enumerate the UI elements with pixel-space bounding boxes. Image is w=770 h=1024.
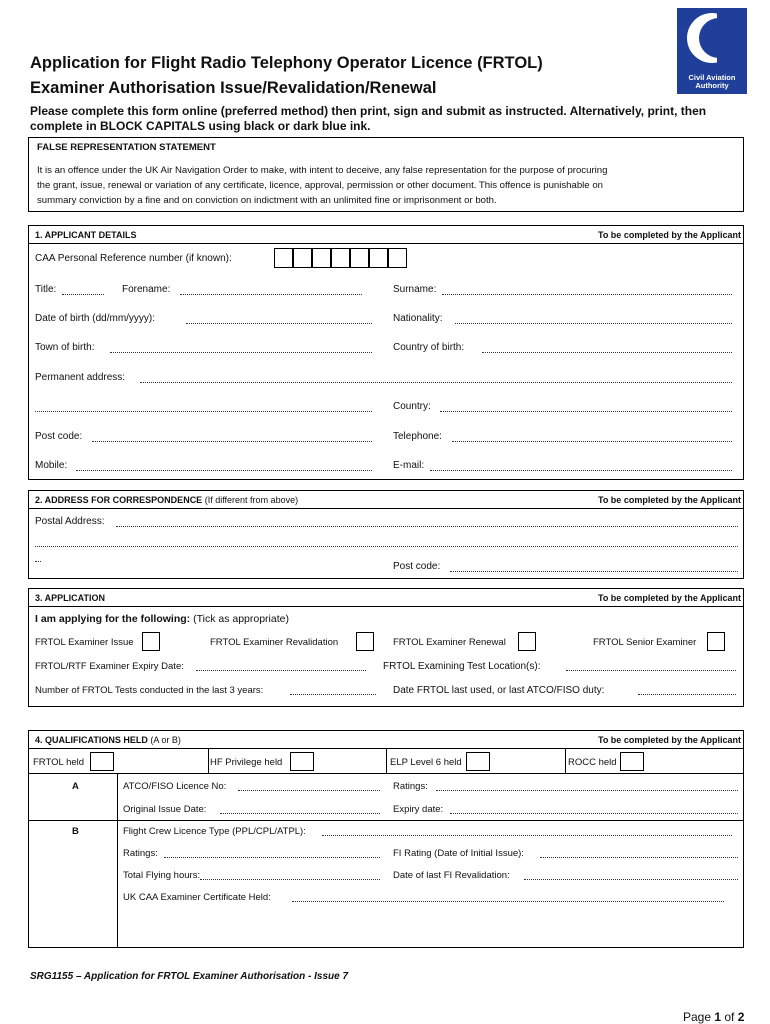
caa-ref-digit-2[interactable] [293,248,312,268]
email-label: E-mail: [393,460,425,471]
mobile-label: Mobile: [35,460,68,471]
fcl-ratings-field[interactable] [164,857,380,858]
flying-hours-label: Total Flying hours: [123,870,201,881]
atco-ratings-label: Ratings: [393,781,428,792]
section-2-header [29,491,743,509]
examiner-cert-field[interactable] [292,901,724,902]
option-b-label: B [72,826,79,837]
country-label: Country: [393,401,431,412]
fcl-ratings-label: Ratings: [123,848,158,859]
section-1-header [29,226,743,244]
nationality-label: Nationality: [393,313,443,324]
surname-field[interactable] [442,294,732,295]
email-field[interactable] [430,470,732,471]
orig-issue-label: Original Issue Date: [123,804,207,815]
forename-label: Forename: [122,284,171,295]
qual-col-divider-1 [117,773,118,948]
qual-col-divider-2 [208,748,209,773]
section-4-title: 4. QUALIFICATIONS HELD [35,735,148,745]
false-rep-heading: FALSE REPRESENTATION STATEMENT [37,142,216,153]
rocc-held-checkbox[interactable] [620,752,644,771]
option-issue-label: FRTOL Examiner Issue [35,637,134,648]
section-4-note: (A or B) [147,735,181,745]
page-number [683,1010,744,1024]
mobile-field[interactable] [76,470,372,471]
section-1-title: 1. APPLICANT DETAILS [35,230,137,240]
rocc-held-label: ROCC held [568,757,617,768]
elp-held-checkbox[interactable] [466,752,490,771]
false-rep-line3: summary conviction by a fine and on conviction on indictment with an unlimited fine or imprisonment or both. [37,195,497,206]
option-renewal-label: FRTOL Examiner Renewal [393,637,506,648]
date-last-used-label: Date FRTOL last used, or last ATCO/FISO duty: [393,685,605,696]
telephone-field[interactable] [452,441,732,442]
examiner-cert-label: UK CAA Examiner Certificate Held: [123,892,271,903]
caa-ref-digit-5[interactable] [350,248,369,268]
caa-ref-digit-3[interactable] [312,248,331,268]
option-senior-checkbox[interactable] [707,632,725,651]
qual-col-divider-3 [386,748,387,773]
atco-expiry-field[interactable] [450,813,738,814]
num-tests-field[interactable] [290,694,376,695]
date-last-used-field[interactable] [638,694,736,695]
postal-address-line1[interactable] [116,526,738,527]
section-3-header [29,589,743,607]
form-subtitle: Examiner Authorisation Issue/Revalidation/Renewal [30,79,437,97]
instructions: Please complete this form online (preferred method) then print, sign and submit as instructed. Alternatively, print, then complete in BLOCK CAPITALS using black or dark blue ink. [30,104,707,133]
caa-ref-digit-1[interactable] [274,248,293,268]
page-total: 2 [737,1010,745,1024]
logo-text-line1: Civil Aviation [688,73,736,82]
country-of-birth-label: Country of birth: [393,342,465,353]
option-renewal-checkbox[interactable] [518,632,536,651]
section-3-title: 3. APPLICATION [35,593,106,603]
expiry-date-label: FRTOL/RTF Examiner Expiry Date: [35,661,184,672]
atco-licence-label: ATCO/FISO Licence No: [123,781,227,792]
caa-logo [677,8,747,94]
title-label: Title: [35,284,57,295]
address-field-line1[interactable] [140,382,732,383]
expiry-date-field[interactable] [196,670,366,671]
applying-note: (Tick as appropriate) [190,613,289,625]
flying-hours-field[interactable] [200,879,380,880]
applying-label: I am applying for the following: [35,613,191,625]
caa-ref-digit-7[interactable] [388,248,407,268]
section-3-tag: To be completed by the Applicant [597,593,741,603]
section-2-title: 2. ADDRESS FOR CORRESPONDENCE [35,495,203,505]
fi-rating-field[interactable] [540,857,738,858]
telephone-label: Telephone: [393,431,442,442]
page-current: 1 [714,1010,722,1024]
option-senior-label: FRTOL Senior Examiner [593,637,697,648]
town-label: Town of birth: [35,342,95,353]
hf-held-checkbox[interactable] [290,752,314,771]
fcl-type-field[interactable] [322,835,732,836]
frtol-held-checkbox[interactable] [90,752,114,771]
postal-address-line2[interactable] [35,546,738,547]
test-location-field[interactable] [566,670,736,671]
page-word: Page [683,1010,715,1024]
elp-held-label: ELP Level 6 held [390,757,462,768]
option-a-label: A [72,781,79,792]
form-title: Application for Flight Radio Telephony Operator Licence (FRTOL) [30,54,543,72]
caa-ref-digit-4[interactable] [331,248,350,268]
address-field-line2[interactable] [35,411,372,412]
page-of: of [721,1010,738,1024]
postcode-field[interactable] [92,441,372,442]
corr-postcode-label: Post code: [393,561,441,572]
logo-text-line2: Authority [695,81,729,90]
last-fi-reval-field[interactable] [524,879,738,880]
fcl-type-label: Flight Crew Licence Type (PPL/CPL/ATPL): [123,826,306,837]
section-2-note: (If different from above) [202,495,299,505]
frtol-held-label: FRTOL held [33,757,85,768]
postcode-label: Post code: [35,431,83,442]
fi-rating-label: FI Rating (Date of Initial Issue): [393,848,524,859]
option-revalidation-checkbox[interactable] [356,632,374,651]
section-2-tag: To be completed by the Applicant [597,495,741,505]
caa-ref-digit-6[interactable] [369,248,388,268]
qual-row-divider-1 [28,773,744,774]
town-field[interactable] [110,352,372,353]
option-revalidation-label: FRTOL Examiner Revalidation [210,637,339,648]
dob-field[interactable] [186,323,372,324]
section-4-header [29,731,743,749]
caa-ref-label: CAA Personal Reference number (if known): [35,253,232,264]
section-4-tag: To be completed by the Applicant [597,735,741,745]
test-location-label: FRTOL Examining Test Location(s): [383,661,541,672]
false-rep-line2: the grant, issue, renewal or variation of any certificate, licence, approval, permission or other document. This offence is punishable on [37,180,603,191]
dob-label: Date of birth (dd/mm/yyyy): [35,313,156,324]
nationality-field[interactable] [455,323,732,324]
atco-ratings-field[interactable] [436,790,738,791]
atco-licence-field[interactable] [238,790,380,791]
surname-label: Surname: [393,284,437,295]
postal-address-line3[interactable] [35,561,41,562]
hf-held-label: HF Privilege held [210,757,283,768]
form-reference: SRG1155 – Application for FRTOL Examiner Authorisation - Issue 7 [30,971,349,982]
false-representation-box [28,137,744,212]
qual-row-divider-2 [28,820,744,821]
forename-field[interactable] [180,294,362,295]
num-tests-label: Number of FRTOL Tests conducted in the last 3 years: [35,685,264,696]
country-of-birth-field[interactable] [482,352,732,353]
last-fi-reval-label: Date of last FI Revalidation: [393,870,510,881]
title-field[interactable] [62,294,104,295]
qual-col-divider-4 [565,748,566,773]
atco-expiry-label: Expiry date: [393,804,444,815]
option-issue-checkbox[interactable] [142,632,160,651]
country-field[interactable] [440,411,732,412]
false-rep-line1: It is an offence under the UK Air Navigation Order to make, with intent to deceive, any false representation for the purpose of procuring [37,165,608,176]
address-label: Permanent address: [35,372,126,383]
postal-address-label: Postal Address: [35,516,105,527]
section-1-tag: To be completed by the Applicant [597,230,741,240]
correspondence-section [28,490,744,579]
corr-postcode-field[interactable] [450,571,738,572]
orig-issue-field[interactable] [220,813,380,814]
